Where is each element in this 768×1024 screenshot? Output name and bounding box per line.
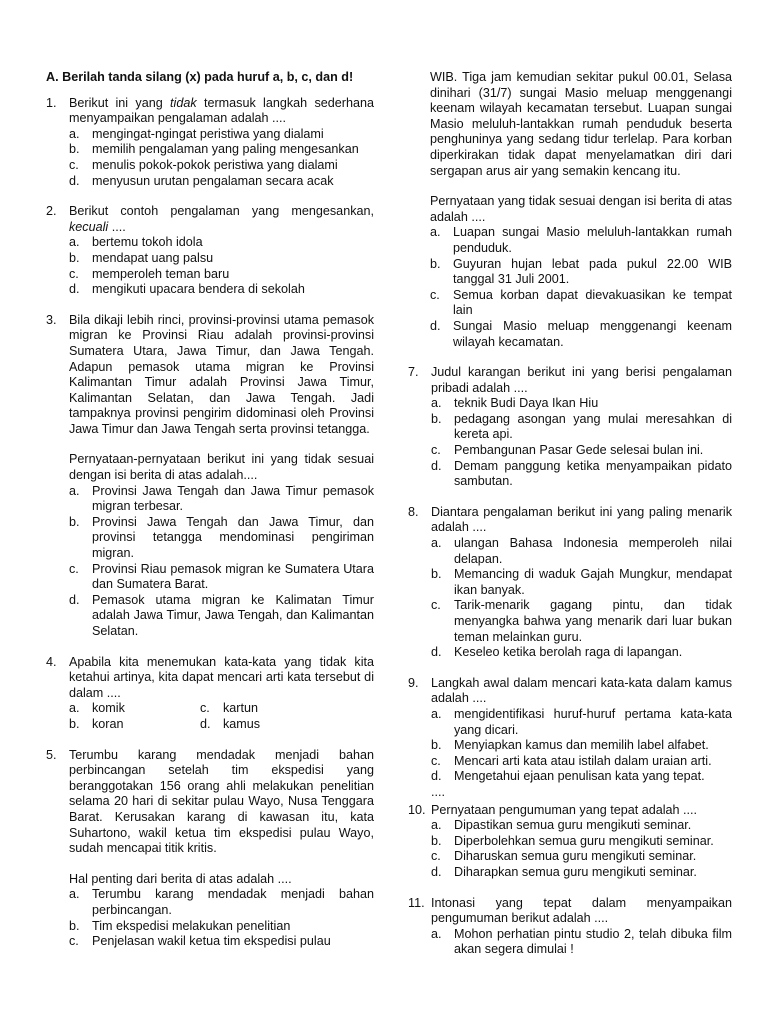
news-passage: Bila dikaji lebih rinci, provinsi-provinsi utama pemasok migran ke Provinsi Riau adalah provinsi-provinsi Sumatera Utara, Jawa Timur, dan Jawa Tengah. Adapun pemasok utama migran ke Provinsi Kalimantan Timur adalah Provinsi Jawa Timur, Kalimantan Selatan, dan Jawa Tengah. Jadi tampaknya provinsi pengirim didominasi oleh Provinsi Jawa Timur dan Jawa Tengah serta provinsi tetangga. <box>69 312 374 436</box>
option-b[interactable]: b. Provinsi Jawa Tengah dan Jawa Timur, dan provinsi tetangga mendominasi pengiriman migran. <box>69 514 374 561</box>
question-2 <box>46 204 374 298</box>
option-d[interactable]: d. Keseleo ketika berolah raga di lapangan. <box>431 645 683 660</box>
question-number: 5. <box>46 747 57 762</box>
option-c[interactable]: c. Mencari arti kata atau istilah dalam uraian arti. <box>431 753 712 768</box>
option-list <box>430 225 732 350</box>
option-list <box>431 536 732 661</box>
question-number: 1. <box>46 95 57 110</box>
question-number: 8. <box>408 504 419 519</box>
question-number: 2. <box>46 204 57 219</box>
option-list <box>431 707 732 801</box>
option-c[interactable]: c. Semua korban dapat dievakuasikan ke tempat lain <box>430 287 732 318</box>
option-c[interactable]: c. Tarik-menarik gagang pintu, dan tidak menyangka bahwa yang menarik dari luar bukan teman melainkan guru. <box>431 598 732 644</box>
option-c[interactable]: c. Pembangunan Pasar Gede selesai bulan ini. <box>431 443 704 458</box>
option-b[interactable]: b. Memancing di waduk Gajah Mungkur, mendapat ikan banyak. <box>431 567 732 597</box>
section-title: A. Berilah tanda silang (x) pada huruf a, b, c, dan d! <box>46 70 354 84</box>
option-d[interactable]: d. Pemasok utama migran ke Kalimatan Timur adalah Jawa Timur, Jawa Tengah, dan Kalimantan Selatan. <box>69 592 374 638</box>
question-8 <box>408 505 732 661</box>
question-4 <box>46 655 374 733</box>
news-passage: Terumbu karang mendadak menjadi bahan perbincangan setelah tim ekspedisi yang beranggotakan 156 orang ahli melakukan penelitian selama 20 hari di sekitar pulau Wayo, Nusa Tenggara Barat. Kerusakan karang di kawasan itu, kata Suhartono, wakil ketua tim ekspedisi pulau Wayo, sudah mencapai titik kritis. <box>69 747 374 856</box>
question-5 <box>46 748 374 950</box>
question-stem: Berikut ini yang tidak termasuk langkah sederhana menyampaikan pengalaman adalah .... <box>69 95 374 126</box>
option-a[interactable]: a. mengingat-ngingat peristiwa yang dialami <box>69 126 324 141</box>
option-b[interactable]: b. Diperbolehkan semua guru mengikuti seminar. <box>431 833 714 848</box>
question-stem: Judul karangan berikut ini yang berisi pengalaman pribadi adalah .... <box>431 365 732 395</box>
question-1 <box>46 96 374 190</box>
option-a[interactable]: a. Luapan sungai Masio meluluh-lantakkan rumah penduduk. <box>430 225 732 255</box>
question-prompt: Pernyataan yang tidak sesuai dengan isi berita di atas adalah .... <box>430 194 732 224</box>
question-stem: Pernyataan pengumuman yang tepat adalah .... <box>431 802 698 817</box>
question-11 <box>408 896 732 958</box>
option-list <box>69 235 374 297</box>
option-a[interactable]: a. teknik Budi Daya Ikan Hiu <box>431 396 599 411</box>
option-c[interactable]: c. Diharuskan semua guru mengikuti seminar. <box>431 849 697 864</box>
option-list <box>69 127 374 189</box>
option-b[interactable]: b. koran <box>69 716 124 731</box>
option-list <box>69 484 374 640</box>
option-list <box>69 887 374 949</box>
option-list <box>69 701 374 732</box>
question-9 <box>408 676 732 801</box>
question-3 <box>46 313 374 640</box>
option-a[interactable]: a. Dipastikan semua guru mengikuti seminar. <box>431 818 692 833</box>
option-c[interactable]: c. Provinsi Riau pemasok migran ke Sumatera Utara dan Sumatera Barat. <box>69 561 374 592</box>
question-number: 9. <box>408 675 419 690</box>
option-d[interactable]: d. Demam panggung ketika menyampaikan pidato sambutan. <box>431 458 732 489</box>
option-d[interactable]: d. Diharapkan semua guru mengikuti seminar. <box>431 864 697 879</box>
question-number: 10. <box>408 802 426 817</box>
question-stem: Apabila kita menemukan kata-kata yang tidak kita ketahui artinya, kita dapat mencari arti kata tersebut di dalam .... <box>69 654 374 700</box>
option-a[interactable]: a. Terumbu karang mendadak menjadi bahan perbincangan. <box>69 887 374 917</box>
question-6-continued <box>408 194 732 350</box>
option-d[interactable]: d. kamus <box>200 716 261 731</box>
option-b[interactable]: b. pedagang asongan yang mulai meresahkan di kereta api. <box>431 411 732 442</box>
left-column <box>46 70 374 965</box>
question-7 <box>408 365 732 490</box>
option-a[interactable]: a. komik <box>69 701 125 716</box>
question-10 <box>408 803 732 881</box>
question-6-passage: WIB. Tiga jam kemudian sekitar pukul 00.01, Selasa dinihari (31/7) sungai Masio meluap menggenangi keenam wilayah kecamatan tersebut. Luapan sungai Masio meluluh-lantakkan rumah penduduk beserta penghuninya yang sedang tidur terlelap. Para korban diperkirakan tidak dapat menyelamatkan diri dari sergapan arus air yang semakin kencang itu. <box>430 70 732 178</box>
option-a[interactable]: a. Provinsi Jawa Tengah dan Jawa Timur pemasok migran terbesar. <box>69 483 374 514</box>
option-a[interactable]: a. ulangan Bahasa Indonesia memperoleh nilai delapan. <box>431 536 732 566</box>
question-stem: Diantara pengalaman berikut ini yang paling menarik adalah .... <box>431 504 732 535</box>
option-b[interactable]: b. memilih pengalaman yang paling mengesankan <box>69 142 359 157</box>
option-b[interactable]: b. Guyuran hujan lebat pada pukul 22.00 WIB tanggal 31 Juli 2001. <box>430 256 732 287</box>
question-number: 4. <box>46 654 57 669</box>
option-d[interactable]: d. Mengetahui ejaan penulisan kata yang tepat. <box>431 769 705 784</box>
question-prompt: Pernyataan-pernyataan berikut ini yang tidak sesuai dengan isi berita di atas adalah.... <box>69 452 374 483</box>
option-list <box>431 927 732 958</box>
question-stem: Intonasi yang tepat dalam menyampaikan pengumuman berikut adalah .... <box>431 895 732 926</box>
option-a[interactable]: a. mengidentifikasi huruf-huruf pertama kata-kata yang dicari. <box>431 706 732 737</box>
option-d[interactable]: d. Sungai Masio meluap menggenangi keenam wilayah kecamatan. <box>430 318 732 349</box>
option-c[interactable]: c. kartun <box>200 701 259 716</box>
option-b[interactable]: b. mendapat uang palsu <box>69 250 214 265</box>
option-a[interactable]: a. bertemu tokoh idola <box>69 235 203 250</box>
question-number: 3. <box>46 312 57 327</box>
option-a[interactable]: a. Mohon perhatian pintu studio 2, telah dibuka film akan segera dimulai ! <box>431 926 732 957</box>
option-c[interactable]: c. menulis pokok-pokok peristiwa yang dialami <box>69 157 338 172</box>
question-stem: Berikut contoh pengalaman yang mengesankan, kecuali .... <box>69 204 374 234</box>
option-c[interactable]: c. Penjelasan wakil ketua tim ekspedisi pulau <box>69 934 331 949</box>
option-b[interactable]: b. Tim ekspedisi melakukan penelitian <box>69 918 291 933</box>
question-stem: Langkah awal dalam mencari kata-kata dalam kamus adalah .... <box>431 675 732 706</box>
question-number: 7. <box>408 365 419 380</box>
question-number: 11. <box>408 895 425 910</box>
trailing-ellipsis: .... <box>431 784 445 799</box>
option-d[interactable]: d. mengikuti upacara bendera di sekolah <box>69 282 305 297</box>
option-list <box>431 818 732 880</box>
option-d[interactable]: d. menyusun urutan pengalaman secara acak <box>69 173 334 188</box>
question-prompt: Hal penting dari berita di atas adalah .... <box>69 871 292 886</box>
option-c[interactable]: c. memperoleh teman baru <box>69 266 230 281</box>
right-column <box>408 70 732 973</box>
option-list <box>431 396 732 490</box>
option-b[interactable]: b. Menyiapkan kamus dan memilih label alfabet. <box>431 738 709 753</box>
